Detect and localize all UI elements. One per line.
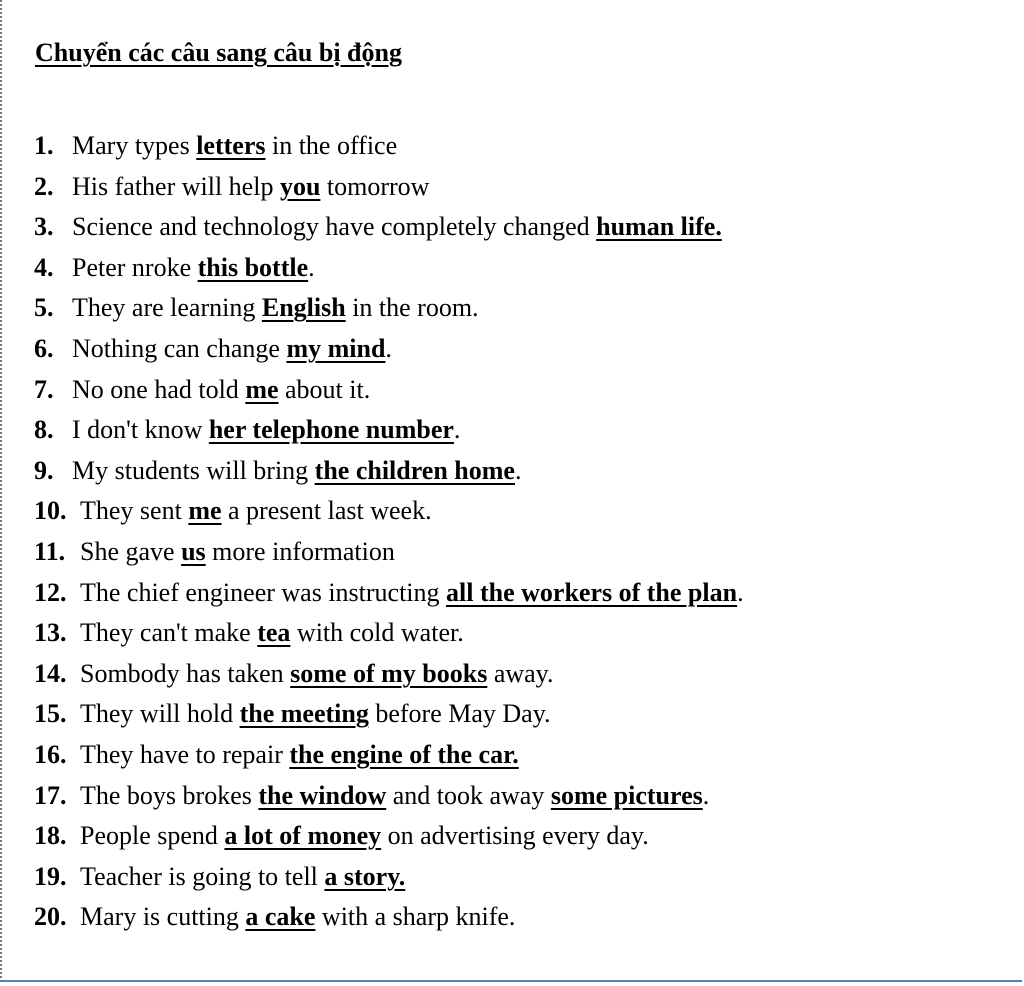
item-number: 11. [34, 536, 66, 566]
sentence-text: They have to repair [80, 739, 290, 769]
highlighted-object: the engine of the car. [289, 739, 519, 769]
list-item [34, 776, 744, 817]
sentence-text: tomorrow [320, 171, 430, 201]
item-number: 5. [34, 293, 54, 323]
item-number: 19. [34, 861, 67, 891]
list-item [34, 816, 744, 857]
list-item [34, 491, 744, 532]
highlighted-object: you [279, 171, 321, 201]
item-number: 17. [34, 780, 67, 810]
sentence-text: The chief engineer was instructing [80, 577, 447, 607]
item-number: 2. [34, 171, 54, 201]
item-number: 3. [34, 212, 54, 242]
sentence-text: I don't know [72, 415, 209, 445]
list-item [34, 370, 744, 411]
list-item [34, 451, 744, 492]
sentence-text: more information [205, 536, 395, 566]
sentence-text: with cold water. [290, 618, 464, 648]
list-item [34, 410, 744, 451]
item-number: 20. [34, 902, 67, 932]
sentence-text: Nothing can change [72, 333, 287, 363]
highlighted-object: the window [258, 780, 387, 810]
sentence-text: His father will help [72, 171, 280, 201]
sentence-text: My students will bring [72, 455, 315, 485]
highlighted-object: my mind [286, 333, 386, 363]
item-number: 15. [34, 699, 67, 729]
sentence-text: They can't make [80, 618, 258, 648]
highlighted-object: this bottle [197, 252, 309, 282]
sentence-text: Sombody has taken [80, 658, 291, 688]
sentence-text: Teacher is going to tell [80, 861, 325, 891]
sentence-text: She gave [80, 536, 182, 566]
highlighted-object: a cake [245, 902, 316, 932]
sentence-text: and took away [386, 780, 551, 810]
sentence-text: They will hold [80, 699, 240, 729]
highlighted-object: us [181, 536, 206, 566]
sentence-text: a present last week. [221, 496, 432, 526]
sentence-text: The boys brokes [80, 780, 259, 810]
list-item [34, 532, 744, 573]
list-item [34, 573, 744, 614]
sentence-text: Mary is cutting [80, 902, 246, 932]
sentence-text: They sent [80, 496, 189, 526]
item-number: 6. [34, 333, 54, 363]
sentence-text: in the office [265, 131, 398, 160]
sentence-list [34, 126, 744, 938]
sentence-text: They are learning [72, 293, 262, 323]
list-item [34, 248, 744, 289]
sentence-text: . [385, 333, 392, 363]
highlighted-object: the meeting [239, 699, 369, 729]
sentence-text: with a sharp knife. [315, 902, 516, 932]
page-title: Chuyển các câu sang câu bị động [35, 38, 402, 67]
sentence-text: . [737, 577, 744, 607]
list-item [34, 288, 744, 329]
highlighted-object: some pictures [550, 780, 703, 810]
highlighted-object: a story. [324, 861, 406, 891]
sentence-text: No one had told [72, 374, 246, 404]
highlighted-object: human life. [596, 212, 722, 242]
highlighted-object: a lot of money [224, 821, 382, 851]
item-number: 12. [34, 577, 67, 607]
sentence-text: . [514, 455, 522, 485]
item-number: 10. [34, 496, 67, 526]
item-number: 13. [34, 618, 67, 648]
list-item [34, 735, 744, 776]
list-item [34, 654, 744, 695]
sentence-text: People spend [80, 821, 225, 851]
list-item [34, 857, 744, 898]
sentence-text: . [453, 415, 461, 445]
sentence-text: Science and technology have completely changed [72, 212, 597, 242]
highlighted-object: me [245, 374, 279, 404]
sentence-text: about it. [278, 374, 371, 404]
list-item [34, 897, 744, 938]
item-number: 8. [34, 415, 54, 445]
highlighted-object: her telephone number [208, 415, 454, 445]
item-number: 7. [34, 374, 54, 404]
highlighted-object: the children home [314, 455, 515, 485]
item-number: 9. [34, 455, 54, 485]
sentence-text: Peter nroke [72, 252, 198, 282]
item-number: 4. [34, 252, 54, 282]
list-item [34, 694, 744, 735]
list-item [34, 329, 744, 370]
list-item [34, 613, 744, 654]
highlighted-object: letters [196, 131, 266, 160]
sentence-text: . [308, 252, 315, 282]
sentence-text: Mary types [72, 131, 197, 160]
list-item [34, 167, 744, 208]
sentence-text: on advertising every day. [381, 821, 649, 851]
sentence-text: in the room. [345, 293, 479, 323]
sentence-text: away. [487, 658, 554, 688]
item-number: 16. [34, 739, 67, 769]
highlighted-object: some of my books [290, 658, 488, 688]
sentence-text: before May Day. [368, 699, 551, 729]
item-number: 1. [34, 131, 54, 160]
item-number: 18. [34, 821, 67, 851]
item-number: 14. [34, 658, 67, 688]
list-item [34, 126, 744, 167]
highlighted-object: tea [257, 618, 291, 648]
sentence-text: . [702, 780, 710, 810]
highlighted-object: me [188, 496, 222, 526]
list-item [34, 207, 744, 248]
highlighted-object: English [261, 293, 346, 323]
highlighted-object: all the workers of the plan [446, 577, 738, 607]
